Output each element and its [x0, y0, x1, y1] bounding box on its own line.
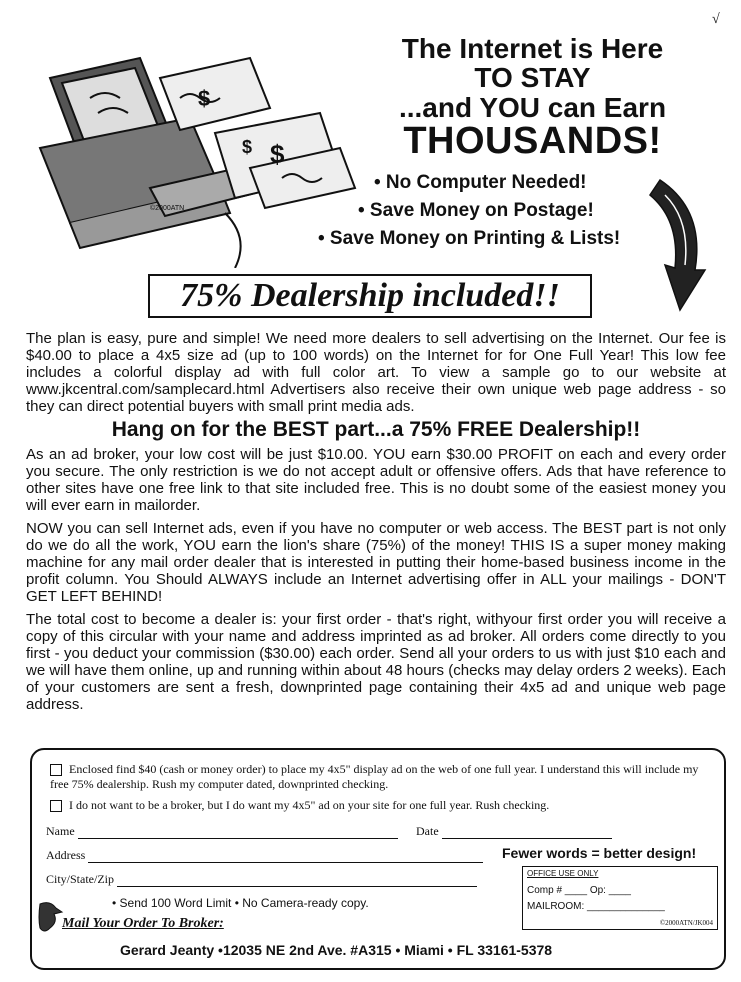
broker-paragraph: As an ad broker, your low cost will be just $10.00. YOU earn $30.00 PROFIT on each and every order you secure. The only restriction is we do not accept adult or offensive offers. Ads that have reference to other sites have one free link to that site included free. This is no doubt some of the easiest money you will ever earn in mailorder.: [26, 446, 726, 514]
art-copyright: ©2000ATN: [150, 205, 185, 212]
bullet-no-computer: • No Computer Needed!: [374, 172, 587, 193]
check-mark: √: [712, 12, 720, 27]
headline-line-4: THOUSANDS!: [403, 120, 662, 163]
city-field: [46, 872, 477, 887]
comp-field: Comp # ____ Op: ____: [527, 885, 631, 896]
svg-text:$: $: [198, 86, 211, 111]
broker-checkbox[interactable]: [50, 764, 62, 776]
headline-line-2: TO STAY: [474, 62, 591, 94]
name-label: Name: [46, 824, 75, 838]
option-ad-only-row: [50, 798, 700, 813]
date-input[interactable]: [442, 825, 612, 839]
best-part-heading: Hang on for the BEST part...a 75% FREE Dealership!!: [111, 418, 641, 441]
address-field: [46, 848, 483, 863]
date-field: [416, 824, 612, 839]
intro-paragraph: The plan is easy, pure and simple! We need more dealers to sell advertising on the Internet. Our fee is $40.00 to place a 4x5 size ad (up to 100 words) on the Internet for for One Full Year! This low fee includes a colorful display ad with full color art. To view a sample go to our website at www.jkcentral.com/samplecard.html Advertisers also receive their own unique web page address - so they can direct potential buyers with small print media ads.: [26, 330, 726, 415]
headline: [340, 34, 725, 162]
svg-text:$: $: [270, 139, 285, 169]
sell-ads-paragraph: NOW you can sell Internet ads, even if you have no computer or web access. The BEST part is not only do we do all the work, YOU earn the lion's share (75%) of the money! THIS IS a super money making machine for any mail order dealer that is interested in putting their home-based business income in the profit column. You Should ALWAYS include an Internet advertising offer in ALL your mailings - DON'T GET LEFT BEHIND!: [26, 520, 726, 605]
name-field: [46, 824, 398, 839]
option-broker-text: Enclosed find $40 (cash or money order) to place my 4x5" display ad on the web of one full year. I understand this will include my free 75% dealership. Rush my computer dated, downprinted checking.: [50, 762, 699, 791]
mailroom-field: MAILROOM: ______________: [527, 901, 665, 912]
curved-arrow-icon: [640, 170, 710, 320]
address-label: Address: [46, 848, 86, 862]
total-cost-paragraph: The total cost to become a dealer is: your first order - that's right, withyour first order you will receive a copy of this circular with your name and address imprinted as ad broker. All orders come directly to you first - you deduct your commission ($30.00) each order. Send all your orders to us with just $10 each and we will have them online, up and running within about 48 hours (checks may delay orders 2 weeks). Each of your customers are sent a fresh, downprinted page containing their 4x5 ad and unique web page address.: [26, 611, 726, 713]
fewer-words-note: Fewer words = better design!: [502, 845, 697, 861]
word-limit-note: • Send 100 Word Limit • No Camera-ready copy.: [112, 896, 369, 910]
benefit-bullets: [318, 172, 688, 256]
office-copyright: ©2000ATN/JK004: [659, 919, 713, 927]
city-label: City/State/Zip: [46, 872, 114, 886]
dealership-banner: 75% Dealership included!!: [148, 274, 592, 318]
broker-address: Gerard Jeanty •12035 NE 2nd Ave. #A315 • Miami • FL 33161-5378: [120, 942, 553, 958]
bullet-save-postage: • Save Money on Postage!: [358, 200, 594, 221]
address-input[interactable]: [88, 849, 483, 863]
headline-line-1: The Internet is Here: [401, 33, 664, 64]
computer-money-illustration: [20, 38, 360, 268]
office-use-title: OFFICE USE ONLY: [527, 869, 599, 878]
pointing-hand-icon: [36, 898, 64, 936]
bullet-save-printing: • Save Money on Printing & Lists!: [318, 228, 621, 249]
svg-text:$: $: [242, 137, 253, 157]
date-label: Date: [416, 824, 439, 838]
headline-line-3: ...and YOU can Earn: [398, 91, 667, 123]
option-ad-only-text: I do not want to be a broker, but I do want my 4x5" ad on your site for one full year. Rush checking.: [69, 798, 550, 812]
body-copy: [26, 330, 726, 719]
option-broker-row: [50, 762, 700, 792]
city-input[interactable]: [117, 873, 477, 887]
order-form: [30, 748, 726, 970]
name-input[interactable]: [78, 825, 398, 839]
ad-only-checkbox[interactable]: [50, 800, 62, 812]
office-use-box: [522, 866, 718, 930]
mail-order-heading: Mail Your Order To Broker:: [62, 916, 224, 931]
